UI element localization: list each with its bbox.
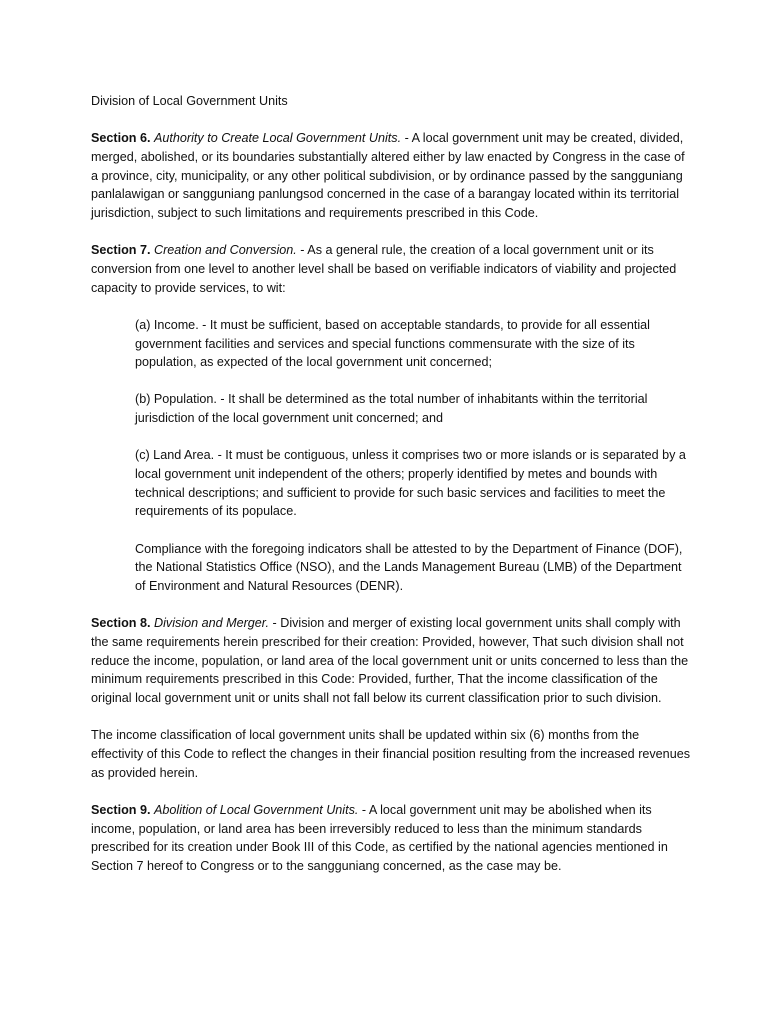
section-7-item-population: (b) Population. - It shall be determined as the total number of inhabitants within the territorial jurisdiction of the local government unit concerned; and <box>135 392 648 426</box>
section-6-number: Section 6. <box>91 131 151 146</box>
spacer <box>91 782 691 801</box>
section-7-number: Section 7. <box>91 243 151 258</box>
document-page <box>91 92 691 876</box>
section-6-title: Authority to Create Local Government Units. <box>154 131 402 146</box>
section-8-paragraph <box>91 614 691 708</box>
section-7-item-income: (a) Income. - It must be sufficient, based on acceptable standards, to provide for all essential government facilities and services and special functions commensurate with the size of its population, as expected of the local government unit concerned; <box>135 317 650 370</box>
section-7-title: Creation and Conversion. <box>154 243 297 258</box>
spacer <box>91 521 691 540</box>
spacer <box>91 223 691 242</box>
section-9-number: Section 9. <box>91 802 151 817</box>
section-7-item-land-area: (c) Land Area. - It must be contiguous, unless it comprises two or more islands or is separated by a local government unit independent of the others; properly identified by metes and bounds with technical descriptions; and sufficient to provide for such basic services and facilities to meet the requirements of its populace. <box>135 448 686 519</box>
section-9-paragraph <box>91 801 691 876</box>
spacer <box>91 708 691 727</box>
section-9-body: - A local government unit may be abolished when its income, population, or land area has been irreversibly reduced to less than the minimum standards prescribed for its creation under Book III of this Code, as certified by the national agencies mentioned in Section 7 hereof to Congress or to the sangguniang concerned, as the case may be. <box>91 802 668 873</box>
section-8-number: Section 8. <box>91 616 151 631</box>
section-8-body: - Division and merger of existing local government units shall comply with the same requirements herein prescribed for their creation: Provided, however, That such division shall not reduce the income, population, or land area of the local government unit or units concerned to less than the minimum requirements prescribed in this Code: Provided, further, That the income classification of the original local government unit or units shall not fall below its current classification prior to such division. <box>91 616 689 706</box>
section-7-body: - As a general rule, the creation of a local government unit or its conversion from one level to another level shall be based on verifiable indicators of viability and projected capacity to provide services, to wit: <box>91 243 677 295</box>
section-8-note: The income classification of local government units shall be updated within six (6) months from the effectivity of this Code to reflect the changes in their financial position resulting from the increased revenues as provided herein. <box>91 728 690 780</box>
section-7-paragraph <box>91 241 691 297</box>
section-6-body: - A local government unit may be created, divided, merged, abolished, or its boundaries substantially altered either by law enacted by Congress in the case of a province, city, municipality, or any other political subdivision, or by ordinance passed by the sangguniang panlalawigan or sangguniang panlungsod concerned in the case of a barangay located within its territorial jurisdiction, subject to such limitations and requirements prescribed in this Code. <box>91 131 685 221</box>
section-7-compliance: Compliance with the foregoing indicators shall be attested to by the Department of Finance (DOF), the National Statistics Office (NSO), and the Lands Management Bureau (LMB) of the Department of Environment and Natural Resources (DENR). <box>135 541 683 594</box>
document-heading: Division of Local Government Units <box>91 94 288 108</box>
spacer <box>91 372 691 391</box>
spacer <box>91 596 691 615</box>
spacer <box>91 111 691 130</box>
section-6-paragraph <box>91 129 691 223</box>
spacer <box>91 428 691 447</box>
section-9-title: Abolition of Local Government Units. <box>154 802 359 817</box>
section-8-title: Division and Merger. <box>154 616 270 631</box>
spacer <box>91 297 691 316</box>
